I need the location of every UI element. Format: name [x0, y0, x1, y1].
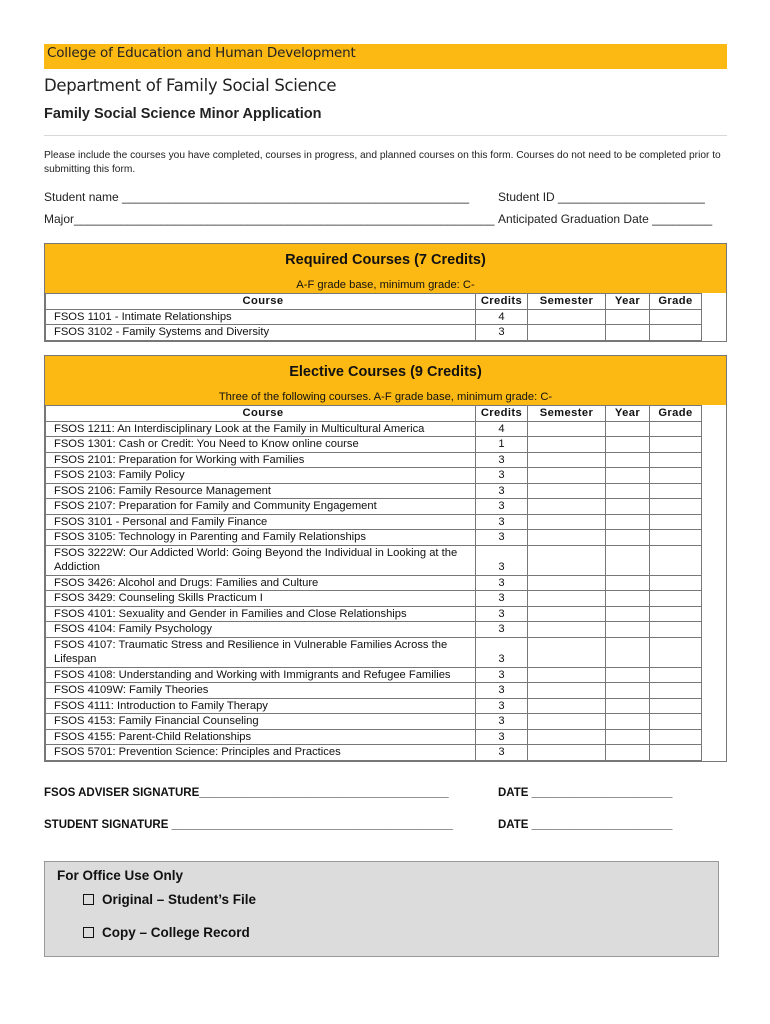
year-cell[interactable]: [606, 452, 650, 468]
office-option-original-label: Original – Student’s File: [102, 892, 257, 907]
grade-cell[interactable]: [650, 483, 702, 499]
course-credits: 3: [476, 545, 528, 575]
course-credits: 3: [476, 745, 528, 761]
table-row: [46, 606, 702, 622]
year-cell[interactable]: [606, 437, 650, 453]
table-row: [46, 437, 702, 453]
elective-courses-header: [45, 356, 726, 405]
course-name: FSOS 4104: Family Psychology: [46, 622, 476, 638]
year-cell[interactable]: [606, 468, 650, 484]
table-row: [46, 698, 702, 714]
semester-cell[interactable]: [528, 637, 606, 667]
semester-cell[interactable]: [528, 483, 606, 499]
grade-cell[interactable]: [650, 309, 702, 325]
course-credits: 3: [476, 622, 528, 638]
course-name: FSOS 1211: An Interdisciplinary Look at the Family in Multicultural America: [46, 421, 476, 437]
table-row: [46, 514, 702, 530]
table-header-row: [46, 294, 702, 310]
year-cell[interactable]: [606, 530, 650, 546]
course-credits: 3: [476, 667, 528, 683]
course-name: FSOS 1301: Cash or Credit: You Need to Know online course: [46, 437, 476, 453]
instructions: Please include the courses you have completed, courses in progress, and planned courses on this form. Courses do not need to be completed prior to submitting this form.: [44, 150, 721, 175]
course-name: FSOS 3426: Alcohol and Drugs: Families and Culture: [46, 575, 476, 591]
course-name: FSOS 4153: Family Financial Counseling: [46, 714, 476, 730]
semester-cell[interactable]: [528, 591, 606, 607]
grade-cell[interactable]: [650, 421, 702, 437]
semester-cell[interactable]: [528, 575, 606, 591]
semester-cell[interactable]: [528, 452, 606, 468]
course-credits: 3: [476, 483, 528, 499]
course-name: FSOS 4108: Understanding and Working with Immigrants and Refugee Families: [46, 667, 476, 683]
semester-cell[interactable]: [528, 309, 606, 325]
office-option-copy-label: Copy – College Record: [102, 925, 250, 940]
grade-cell[interactable]: [650, 514, 702, 530]
semester-cell[interactable]: [528, 437, 606, 453]
course-name: FSOS 3429: Counseling Skills Practicum I: [46, 591, 476, 607]
semester-cell[interactable]: [528, 683, 606, 699]
table-row: [46, 745, 702, 761]
table-row: [46, 545, 702, 575]
course-name: FSOS 4107: Traumatic Stress and Resilience in Vulnerable Families Across the Lifespan: [46, 637, 476, 667]
grade-cell[interactable]: [650, 545, 702, 575]
elective-courses-table: [45, 405, 702, 761]
required-courses-subtitle: A-F grade base, minimum grade: C-: [296, 279, 475, 291]
elective-courses-title: Elective Courses (9 Credits): [289, 364, 482, 380]
grade-cell[interactable]: [650, 714, 702, 730]
grade-cell[interactable]: [650, 637, 702, 667]
student-signature-field[interactable]: STUDENT SIGNATURE ____________________________________________: [44, 819, 453, 831]
table-row: [46, 309, 702, 325]
grade-cell[interactable]: [650, 591, 702, 607]
required-courses-table: [45, 293, 702, 341]
course-name: FSOS 2101: Preparation for Working with Families: [46, 452, 476, 468]
table-row: [46, 683, 702, 699]
semester-cell[interactable]: [528, 325, 606, 341]
elective-courses-subtitle: Three of the following courses. A-F grade base, minimum grade: C-: [218, 391, 553, 403]
col-credits: Credits: [476, 294, 528, 310]
grade-cell[interactable]: [650, 452, 702, 468]
grade-cell[interactable]: [650, 667, 702, 683]
course-credits: 3: [476, 325, 528, 341]
office-use-title: For Office Use Only: [57, 868, 184, 883]
table-row: [46, 530, 702, 546]
course-credits: 3: [476, 683, 528, 699]
year-cell[interactable]: [606, 622, 650, 638]
student-date-field[interactable]: DATE ______________________: [498, 819, 673, 831]
table-row: [46, 325, 702, 341]
year-cell[interactable]: [606, 683, 650, 699]
course-name: FSOS 4111: Introduction to Family Therapy: [46, 698, 476, 714]
grade-cell[interactable]: [650, 437, 702, 453]
table-header-row: [46, 406, 702, 422]
course-credits: 3: [476, 452, 528, 468]
table-row: [46, 421, 702, 437]
semester-cell[interactable]: [528, 729, 606, 745]
course-name: FSOS 1101 - Intimate Relationships: [46, 309, 476, 325]
year-cell[interactable]: [606, 514, 650, 530]
grade-cell[interactable]: [650, 698, 702, 714]
semester-cell[interactable]: [528, 606, 606, 622]
adviser-signature-field[interactable]: FSOS ADVISER SIGNATURE_______________________________________: [44, 787, 449, 799]
table-row: [46, 714, 702, 730]
semester-cell[interactable]: [528, 421, 606, 437]
grade-cell[interactable]: [650, 530, 702, 546]
course-credits: 3: [476, 530, 528, 546]
grade-cell[interactable]: [650, 325, 702, 341]
year-cell[interactable]: [606, 745, 650, 761]
course-credits: 3: [476, 499, 528, 515]
col-course: Course: [46, 406, 476, 422]
elective-courses-section: [44, 355, 727, 762]
year-cell[interactable]: [606, 499, 650, 515]
course-name: FSOS 2103: Family Policy: [46, 468, 476, 484]
year-cell[interactable]: [606, 698, 650, 714]
table-row: [46, 667, 702, 683]
table-row: [46, 468, 702, 484]
graduation-date-field[interactable]: Anticipated Graduation Date _________: [498, 212, 713, 226]
course-name: FSOS 3102 - Family Systems and Diversity: [46, 325, 476, 341]
checkbox-icon[interactable]: [83, 894, 94, 905]
col-course: Course: [46, 294, 476, 310]
table-row: [46, 729, 702, 745]
year-cell[interactable]: [606, 667, 650, 683]
required-courses-header: [45, 244, 726, 293]
year-cell[interactable]: [606, 483, 650, 499]
table-row: [46, 622, 702, 638]
semester-cell[interactable]: [528, 499, 606, 515]
col-grade: Grade: [650, 294, 702, 310]
adviser-signature-row: [44, 787, 727, 799]
divider: [44, 135, 727, 136]
college-name: College of Education and Human Development: [47, 45, 356, 61]
table-row: [46, 591, 702, 607]
semester-cell[interactable]: [528, 667, 606, 683]
semester-cell[interactable]: [528, 745, 606, 761]
office-option-original[interactable]: [83, 892, 256, 907]
course-credits: 3: [476, 468, 528, 484]
table-row: [46, 452, 702, 468]
year-cell[interactable]: [606, 606, 650, 622]
grade-cell[interactable]: [650, 575, 702, 591]
course-name: FSOS 3222W: Our Addicted World: Going Beyond the Individual in Looking at the Addiction: [46, 545, 476, 575]
grade-cell[interactable]: [650, 622, 702, 638]
course-name: FSOS 3105: Technology in Parenting and Family Relationships: [46, 530, 476, 546]
col-year: Year: [606, 406, 650, 422]
course-name: FSOS 4109W: Family Theories: [46, 683, 476, 699]
year-cell[interactable]: [606, 714, 650, 730]
office-use-box: [44, 861, 719, 957]
course-credits: 3: [476, 591, 528, 607]
course-credits: 3: [476, 729, 528, 745]
semester-cell[interactable]: [528, 468, 606, 484]
semester-cell[interactable]: [528, 622, 606, 638]
course-credits: 3: [476, 575, 528, 591]
grade-cell[interactable]: [650, 468, 702, 484]
col-semester: Semester: [528, 294, 606, 310]
col-grade: Grade: [650, 406, 702, 422]
major-field[interactable]: Major_______________________________________________________________: [44, 212, 495, 226]
course-credits: 1: [476, 437, 528, 453]
course-credits: 4: [476, 309, 528, 325]
semester-cell[interactable]: [528, 545, 606, 575]
required-courses-section: [44, 243, 727, 342]
student-info-row: [44, 190, 727, 204]
semester-cell[interactable]: [528, 530, 606, 546]
course-credits: 3: [476, 714, 528, 730]
checkbox-icon[interactable]: [83, 927, 94, 938]
student-signature-row: [44, 819, 727, 831]
form-title: Family Social Science Minor Application: [44, 106, 322, 122]
semester-cell[interactable]: [528, 714, 606, 730]
table-row: [46, 483, 702, 499]
course-credits: 3: [476, 514, 528, 530]
department-title: Department of Family Social Science: [44, 76, 337, 95]
course-name: FSOS 2106: Family Resource Management: [46, 483, 476, 499]
grade-cell[interactable]: [650, 683, 702, 699]
table-row: [46, 499, 702, 515]
major-info-row: [44, 212, 727, 226]
col-semester: Semester: [528, 406, 606, 422]
course-name: FSOS 3101 - Personal and Family Finance: [46, 514, 476, 530]
semester-cell[interactable]: [528, 698, 606, 714]
year-cell[interactable]: [606, 325, 650, 341]
year-cell[interactable]: [606, 729, 650, 745]
student-name-field[interactable]: Student name ____________________________________________________: [44, 190, 470, 204]
year-cell[interactable]: [606, 309, 650, 325]
student-id-field[interactable]: Student ID ______________________: [498, 190, 705, 204]
course-credits: 3: [476, 606, 528, 622]
semester-cell[interactable]: [528, 514, 606, 530]
table-row: [46, 637, 702, 667]
college-banner: [44, 44, 727, 69]
required-courses-title: Required Courses (7 Credits): [285, 252, 486, 268]
year-cell[interactable]: [606, 575, 650, 591]
office-option-copy[interactable]: [83, 925, 250, 940]
grade-cell[interactable]: [650, 745, 702, 761]
year-cell[interactable]: [606, 545, 650, 575]
course-name: FSOS 5701: Prevention Science: Principles and Practices: [46, 745, 476, 761]
adviser-date-field[interactable]: DATE ______________________: [498, 787, 673, 799]
grade-cell[interactable]: [650, 499, 702, 515]
col-credits: Credits: [476, 406, 528, 422]
year-cell[interactable]: [606, 637, 650, 667]
course-name: FSOS 2107: Preparation for Family and Community Engagement: [46, 499, 476, 515]
course-name: FSOS 4155: Parent-Child Relationships: [46, 729, 476, 745]
grade-cell[interactable]: [650, 729, 702, 745]
course-credits: 3: [476, 637, 528, 667]
col-year: Year: [606, 294, 650, 310]
course-credits: 3: [476, 698, 528, 714]
course-credits: 4: [476, 421, 528, 437]
grade-cell[interactable]: [650, 606, 702, 622]
table-row: [46, 575, 702, 591]
year-cell[interactable]: [606, 421, 650, 437]
course-name: FSOS 4101: Sexuality and Gender in Families and Close Relationships: [46, 606, 476, 622]
year-cell[interactable]: [606, 591, 650, 607]
